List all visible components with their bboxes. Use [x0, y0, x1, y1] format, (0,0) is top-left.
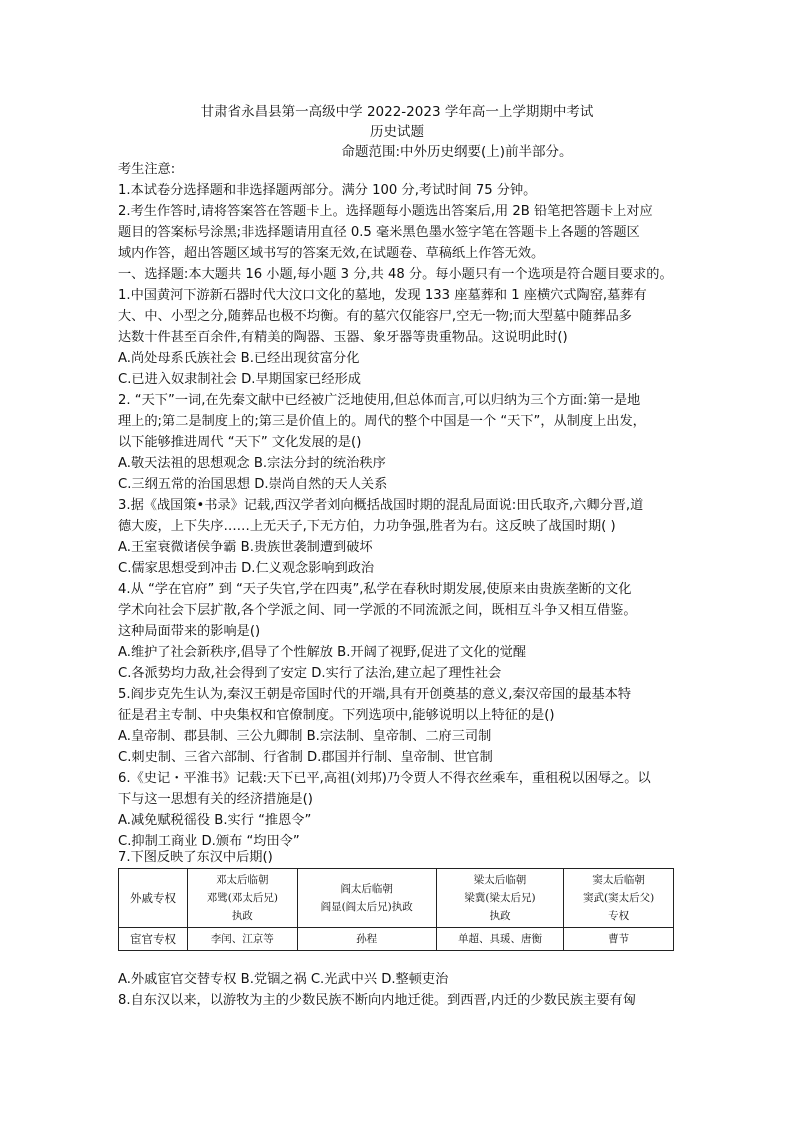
q3-options-ab: A.王室衰微诸侯争霸 B.贵族世袭制遭到破坏 [118, 540, 373, 555]
q7-history-table [118, 868, 674, 951]
table-cell [564, 869, 674, 928]
q6-line-2: 下与这一思想有关的经济措施是() [118, 792, 313, 807]
q4-options-cd: C.各派势均力敌,社会得到了安定 D.实行了法治,建立起了理性社会 [118, 666, 502, 681]
q1-line-2: 大、中、小型之分,随葬品也极不均衡。有的墓穴仅能容尸,空无一物;而大型墓中随葬品多 [118, 309, 632, 324]
q5-options-cd: C.刺史制、三省六部制、行省制 D.郡国并行制、皇帝制、世官制 [118, 750, 493, 765]
exam-title: 甘肃省永昌县第一高级中学 2022-2023 学年高一上学期期中考试 [200, 104, 594, 120]
cell-line: 梁太后临朝 [473, 874, 527, 886]
cell-line: 邓骘(邓太后兄) [206, 892, 278, 904]
cell-line: 邓太后临朝 [216, 874, 269, 886]
note-1: 1.本试卷分选择题和非选择题两部分。满分 100 分,考试时间 75 分钟。 [118, 183, 537, 198]
q4-line-1: 4.从 “学在官府” 到 “天子失官,学在四夷”,私学在春秋时期发展,使原来由贵族垄断的文化 [118, 582, 632, 597]
q6-options-ab: A.减免赋税徭役 B.实行 “推恩令” [118, 813, 312, 828]
cell-line: 窦太后临朝 [592, 874, 645, 886]
q6-line-1: 6.《史记・平淮书》记载:天下已平,高祖(刘邦)乃令贾人不得衣丝乘车，重租税以困辱之。以 [118, 771, 651, 786]
q2-line-2: 理上的;第二是制度上的;第三是价值上的。周代的整个中国是一个 “天下”，从制度上出发， [118, 414, 646, 429]
q2-line-3: 以下能够推进周代 “天下” 文化发展的是() [118, 435, 362, 450]
cell-line: 专权 [608, 910, 630, 922]
exam-scope: 命题范围:中外历史纲要(上)前半部分。 [341, 144, 573, 160]
table-cell [188, 869, 298, 928]
q3-line-2: 德大废，上下失序……上无天子,下无方伯，力功争强,胜者为右。这反映了战国时期( ) [118, 519, 616, 534]
q8-line-1: 8.自东汉以来，以游牧为主的少数民族不断向内地迁徙。到西晋,内迁的少数民族主要有匈 [118, 993, 636, 1008]
note-2-line-1: 2.考生作答时,请将答案答在答题卡上。选择题每小题选出答案后,用 2B 铅笔把答题卡上对应 [118, 204, 653, 219]
exam-subject: 历史试题 [370, 124, 424, 140]
q5-line-2: 征是君主专制、中央集权和官僚制度。下列选项中,能够说明以上特征的是() [118, 708, 555, 723]
q4-line-3: 这种局面带来的影响是() [118, 624, 261, 639]
q1-options-cd: C.已进入奴隶制社会 D.早期国家已经形成 [118, 372, 361, 387]
q2-options-ab: A.敬天法祖的思想观念 B.宗法分封的统治秩序 [118, 456, 386, 471]
note-2-line-2: 题目的答案标号涂黑;非选择题请用直径 0.5 毫米黑色墨水签字笔在答题卡上各题的答题区 [118, 225, 640, 240]
q4-options-ab: A.维护了社会新秩序,倡导了个性解放 B.开阔了视野,促进了文化的觉醒 [118, 645, 527, 660]
q1-options-ab: A.尚处母系氏族社会 B.已经出现贫富分化 [118, 351, 360, 366]
q2-options-cd: C.三纲五常的治国思想 D.崇尚自然的天人关系 [118, 477, 388, 492]
table-row [119, 869, 674, 928]
cell-line: 阎显(阎太后兄)执政 [320, 901, 413, 913]
table-cell [297, 869, 436, 928]
table-cell: 李闰、江京等 [188, 928, 298, 951]
q1-line-1: 1.中国黄河下游新石器时代大汶口文化的墓地，发现 133 座墓葬和 1 座横穴式陶窑,墓葬有 [118, 288, 647, 303]
q2-line-1: 2. “天下”一词,在先秦文献中已经被广泛地使用,但总体而言,可以归纳为三个方面:第一是地 [118, 393, 641, 408]
q3-line-1: 3.据《战国策•书录》记载,西汉学者刘向概括战国时期的混乱局面说:田氏取齐,六卿分晋,道 [118, 498, 644, 513]
q5-options-ab: A.皇帝制、郡县制、三公九卿制 B.宗法制、皇帝制、二府三司制 [118, 729, 492, 744]
notes-heading: 考生注意: [118, 162, 176, 177]
table-cell: 孙程 [297, 928, 436, 951]
q4-line-2: 学术向社会下层扩散,各个学派之间、同一学派的不同流派之间，既相互斗争又相互借鉴。 [118, 603, 637, 618]
cell-line: 窦武(窦太后父) [583, 892, 655, 904]
q3-options-cd: C.儒家思想受到冲击 D.仁义观念影响到政治 [118, 561, 375, 576]
cell-line: 梁冀(梁太后兄) [464, 892, 536, 904]
cell-line: 执政 [489, 910, 511, 922]
cell-line: 执政 [231, 910, 253, 922]
row-head-waiqi: 外戚专权 [119, 869, 188, 928]
cell-line: 阎太后临朝 [340, 883, 393, 895]
q7-line-1: 7.下图反映了东汉中后期() [118, 850, 273, 865]
q5-line-1: 5.阎步克先生认为,秦汉王朝是帝国时代的开端,具有开创奠基的意义,秦汉帝国的最基本特 [118, 687, 632, 702]
q7-options: A.外戚宦官交替专权 B.党锢之祸 C.光武中兴 D.整顿吏治 [118, 972, 449, 987]
q1-line-3: 达数十件甚至百余件,有精美的陶器、玉器、象牙器等贵重物品。这说明此时() [118, 330, 568, 345]
section-heading: 一、选择题:本大题共 16 小题,每小题 3 分,共 48 分。每小题只有一个选项是符合题目要求的。 [118, 267, 673, 282]
note-2-line-3: 域内作答，超出答题区域书写的答案无效,在试题卷、草稿纸上作答无效。 [118, 246, 545, 261]
table-cell: 单超、具瑗、唐衡 [436, 928, 564, 951]
table-cell [436, 869, 564, 928]
q6-options-cd: C.抑制工商业 D.颁布 “均田令” [118, 834, 300, 849]
table-cell: 曹节 [564, 928, 674, 951]
table-row [119, 928, 674, 951]
row-head-huanguan: 宦官专权 [119, 928, 188, 951]
